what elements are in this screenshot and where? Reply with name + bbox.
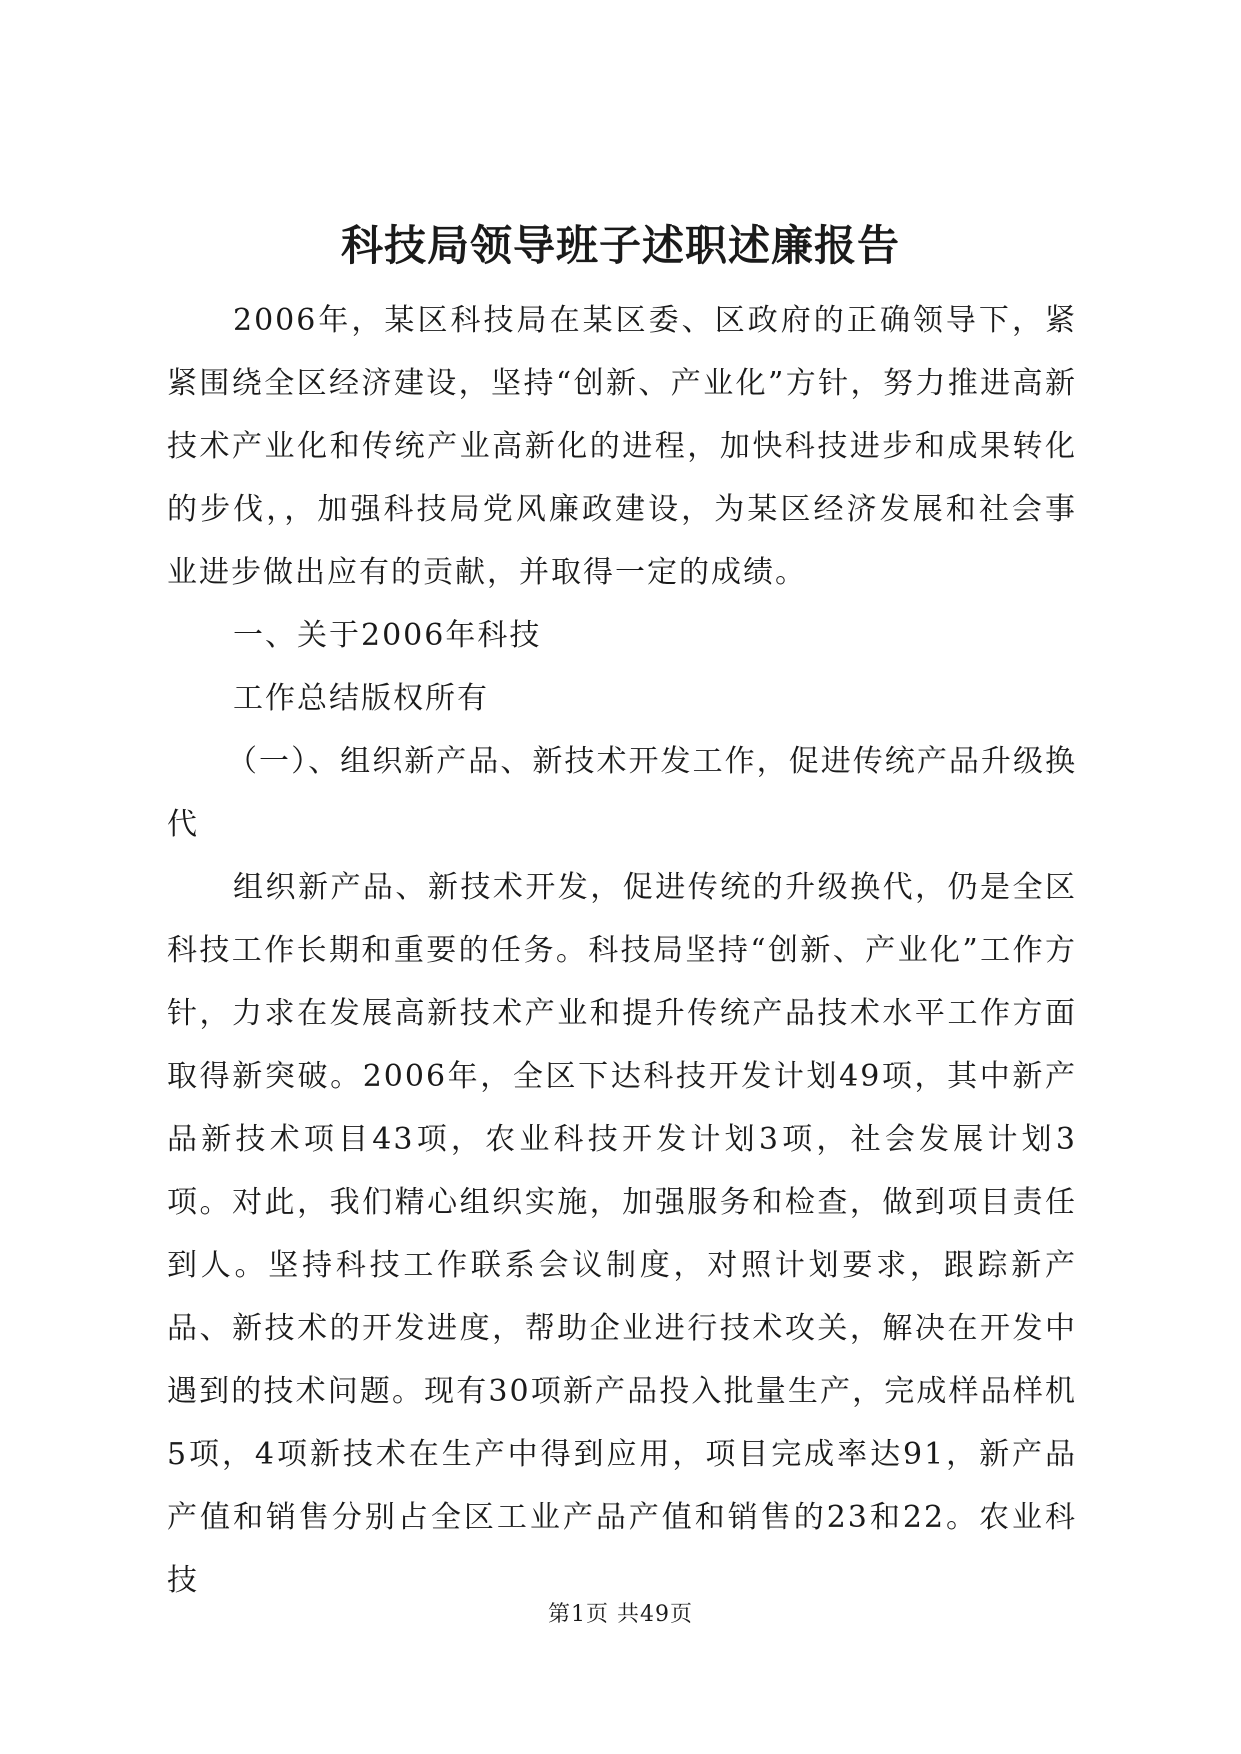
document-title: 科技局领导班子述职述廉报告	[340, 221, 900, 270]
paragraph-intro: 2006年，某区科技局在某区委、区政府的正确领导下，紧紧围绕全区经济建设，坚持“创新、产业化”方针，努力推进高新技术产业化和传统产业高新化的进程，加快科技进步和成果转化的步伐，，加强科技局党风廉政建设，为某区经济发展和社会事业进步做出应有的贡献，并取得一定的成绩。	[167, 303, 1077, 590]
page-number-footer: 第1页 共49页	[548, 1602, 693, 1627]
subsection-heading: （一）、组织新产品、新技术开发工作，促进传统产品升级换代	[167, 744, 1077, 842]
section-heading-one: 一、关于2006年科技	[233, 618, 542, 653]
paragraph-body: 组织新产品、新技术开发，促进传统的升级换代，仍是全区科技工作长期和重要的任务。科技局坚持“创新、产业化”工作方针，力求在发展高新技术产业和提升传统产品技术水平工作方面取得新突破。2006年，全区下达科技开发计划49项，其中新产品新技术项目43项，农业科技开发计划3项，社会发展计划3项。对此，我们精心组织实施，加强服务和检查，做到项目责任到人。坚持科技工作联系会议制度，对照计划要求，跟踪新产品、新技术的开发进度，帮助企业进行技术攻关，解决在开发中遇到的技术问题。现有30项新产品投入批量生产，完成样品样机5项，4项新技术在生产中得到应用，项目完成率达91，新产品产值和销售分别占全区工业产品产值和销售的23和22。农业科技	[167, 870, 1077, 1598]
document-body	[167, 289, 1077, 1612]
section-subtitle: 工作总结版权所有	[233, 681, 489, 716]
